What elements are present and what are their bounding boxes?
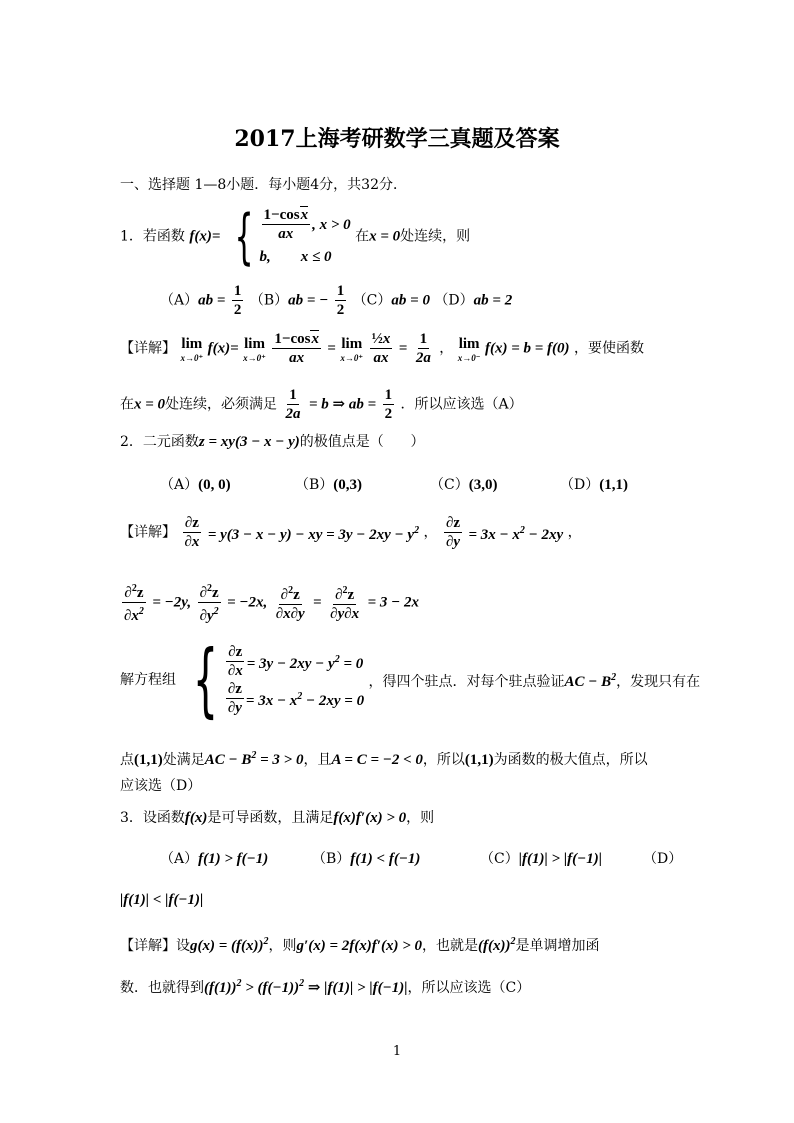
q2-brace: { bbox=[193, 633, 219, 726]
detail-fraction: $\frac{\text{½x}}{ax}$ bbox=[371, 331, 391, 366]
q1-frac-a: $\frac{1}{2}$ bbox=[233, 283, 242, 318]
q1-options bbox=[160, 282, 512, 322]
q2-detail-line2: $\frac{\partial^2z}{\partial x^2}$ = −2y, $\frac{\partial^2z}{\partial y^2}$ = −2x, $\frac{\partial^2z}{\partial x\partial y}$ = $\frac{\partial^2z}{\partial y\partial x}$ = 3 − 2x bbox=[120, 580, 419, 624]
q2-stem: 2．二元函数z = xy(3 − x − y)的极值点是（ ） bbox=[120, 434, 425, 450]
q1-fraction: $\frac{1-\cos x}{ax}$ bbox=[263, 207, 309, 242]
page-number: 1 bbox=[392, 1044, 402, 1059]
detail-fraction: $\frac{1-\cos x}{ax}$ bbox=[274, 331, 319, 366]
detail-fraction: $\frac{\partial^2z}{\partial x\partial y}$ bbox=[274, 582, 307, 623]
q2-detail-label: 【详解】 bbox=[120, 524, 176, 541]
q3-stem: 3．设函数f(x)是可导函数，且满足f(x)f′(x) > 0，则 bbox=[120, 810, 435, 826]
q1-detail-line2: 在x = 0处连续，必须满足 $\frac{1}{2a}$ = b ⇒ ab = $\frac{1}{2}$ ．所以应该选（A） bbox=[120, 387, 523, 422]
q3-option-c: （C）|f(1)| > |f(−1)| bbox=[480, 851, 603, 867]
q1-function: f(x)= bbox=[189, 228, 221, 245]
detail-fraction: $\frac{\partial^2z}{\partial y^2}$ bbox=[198, 580, 221, 625]
q1-stem-pre: 1．若函数 bbox=[120, 228, 185, 245]
lim-icon: lim x→0⁻ bbox=[457, 336, 481, 363]
q1-stem: 1．若函数 f(x)= { $\frac{1-\cos x}{ax}$ , x > 0 b, x ≤ 0 在x = 0处连续，则 bbox=[120, 201, 471, 272]
q2-conclusion-2: 应该选（D） bbox=[120, 778, 202, 794]
detail-fraction: $\frac{1}{2}$ bbox=[384, 387, 393, 422]
section-header: 一、选择题 1—8小题．每小题4分，共32分． bbox=[120, 177, 407, 193]
lim-icon: lim x→0⁺ bbox=[243, 336, 266, 363]
q2-conclusion-1: 点(1,1)处满足AC − $B^2 = 3 > 0$，且A = C = −2 < 0，所以(1,1)为函数的极大值点，所以 bbox=[120, 750, 648, 768]
q1-option-a: （A）ab = bbox=[160, 292, 226, 309]
q1-piecewise: $\frac{1-\cos x}{ax}$ , x > 0 b, x ≤ 0 bbox=[259, 207, 351, 265]
q3-detail-1: 【详解】设$g(x) = (f(x))^2$，则g′(x) = 2f(x)f′(x) > 0，也就是$(f(x))^2$是单调增加函 bbox=[120, 936, 600, 954]
q1-detail-label: 【详解】 bbox=[120, 340, 176, 357]
detail-fraction: $\frac{\partial z}{\partial y}$ bbox=[445, 515, 461, 550]
q1-frac-b: $\frac{1}{2}$ bbox=[336, 283, 345, 318]
page-title: 2017上海考研数学三真题及答案 bbox=[234, 126, 560, 152]
q2-option-d: （D）(1,1) bbox=[560, 477, 628, 493]
q2-equations: $\frac{\partial z}{\partial x}$ = $3y - 2xy - y^2 = 0$ $\frac{\partial z}{\partial y}$ = $3x - x^2 - 2xy = 0$ bbox=[227, 644, 365, 716]
q3-option-d-body: |f(1)| < |f(−1)| bbox=[120, 892, 204, 908]
q2-detail-line1: 【详解】 $\frac{\partial z}{\partial x}$ = y(3 − x − y) − xy = $3y - 2xy - y^2$ ， $\frac{\partial z}{\partial y}$ = $3x - x^2 - 2xy$ ， bbox=[120, 515, 582, 550]
q1-option-b: （B）ab = − bbox=[249, 292, 329, 309]
q1-detail-tail: ，要使函数 bbox=[574, 340, 644, 357]
q2-solve-system: 解方程组 { $\frac{\partial z}{\partial x}$ = $3y - 2xy - y^2 = 0$ $\frac{\partial z}{\partial y}$ = $3x - x^2 - 2xy = 0$ ，得四个驻点．对每个驻点验证AC − $B^2$，发现只有在 bbox=[120, 633, 701, 726]
lim-icon: lim x→0⁺ bbox=[180, 336, 204, 363]
q1-option-d: （D）ab = 2 bbox=[434, 292, 513, 309]
q1-option-c: （C）ab = 0 bbox=[352, 292, 430, 309]
detail-fraction: $\frac{\partial^2z}{\partial x^2}$ bbox=[122, 580, 146, 625]
q1-detail-line1: 【详解】 lim x→0⁺ f(x)= lim x→0⁺ $\frac{1-\cos x}{ax}$ = lim x→0⁺ $\frac{\text{½x}}{ax}$ = $\frac{1}{2a}$ ， lim x→0⁻ f(x) = b = f(0) ，要使函数 bbox=[120, 331, 644, 366]
q3-option-a: （A）f(1) > f(−1) bbox=[160, 851, 269, 867]
detail-fraction: $\frac{1}{2a}$ bbox=[285, 387, 301, 422]
q2-option-b: （B）(0,3) bbox=[295, 477, 363, 493]
detail-fraction: $\frac{1}{2a}$ bbox=[415, 331, 431, 366]
q3-detail-label: 【详解】 bbox=[120, 938, 176, 954]
q3-option-d: （D） bbox=[643, 851, 683, 867]
detail-fraction: $\frac{\partial^2z}{\partial y\partial x}$ bbox=[328, 582, 361, 623]
q3-detail-2: 数．也就得到$(f(1))^2 > (f(-1))^2$ ⇒ |f(1)| > |f(−1)|，所以应该选（C） bbox=[120, 978, 531, 996]
q2-option-a: （A）(0, 0) bbox=[160, 477, 231, 493]
q1-brace: { bbox=[234, 201, 254, 272]
lim-icon: lim x→0⁺ bbox=[340, 336, 364, 363]
q3-option-b: （B）f(1) < f(−1) bbox=[312, 851, 421, 867]
detail-fraction: $\frac{\partial z}{\partial x}$ bbox=[184, 515, 200, 550]
q2-option-c: （C）(3,0) bbox=[430, 477, 498, 493]
q2-solve-pre: 解方程组 bbox=[120, 672, 176, 688]
